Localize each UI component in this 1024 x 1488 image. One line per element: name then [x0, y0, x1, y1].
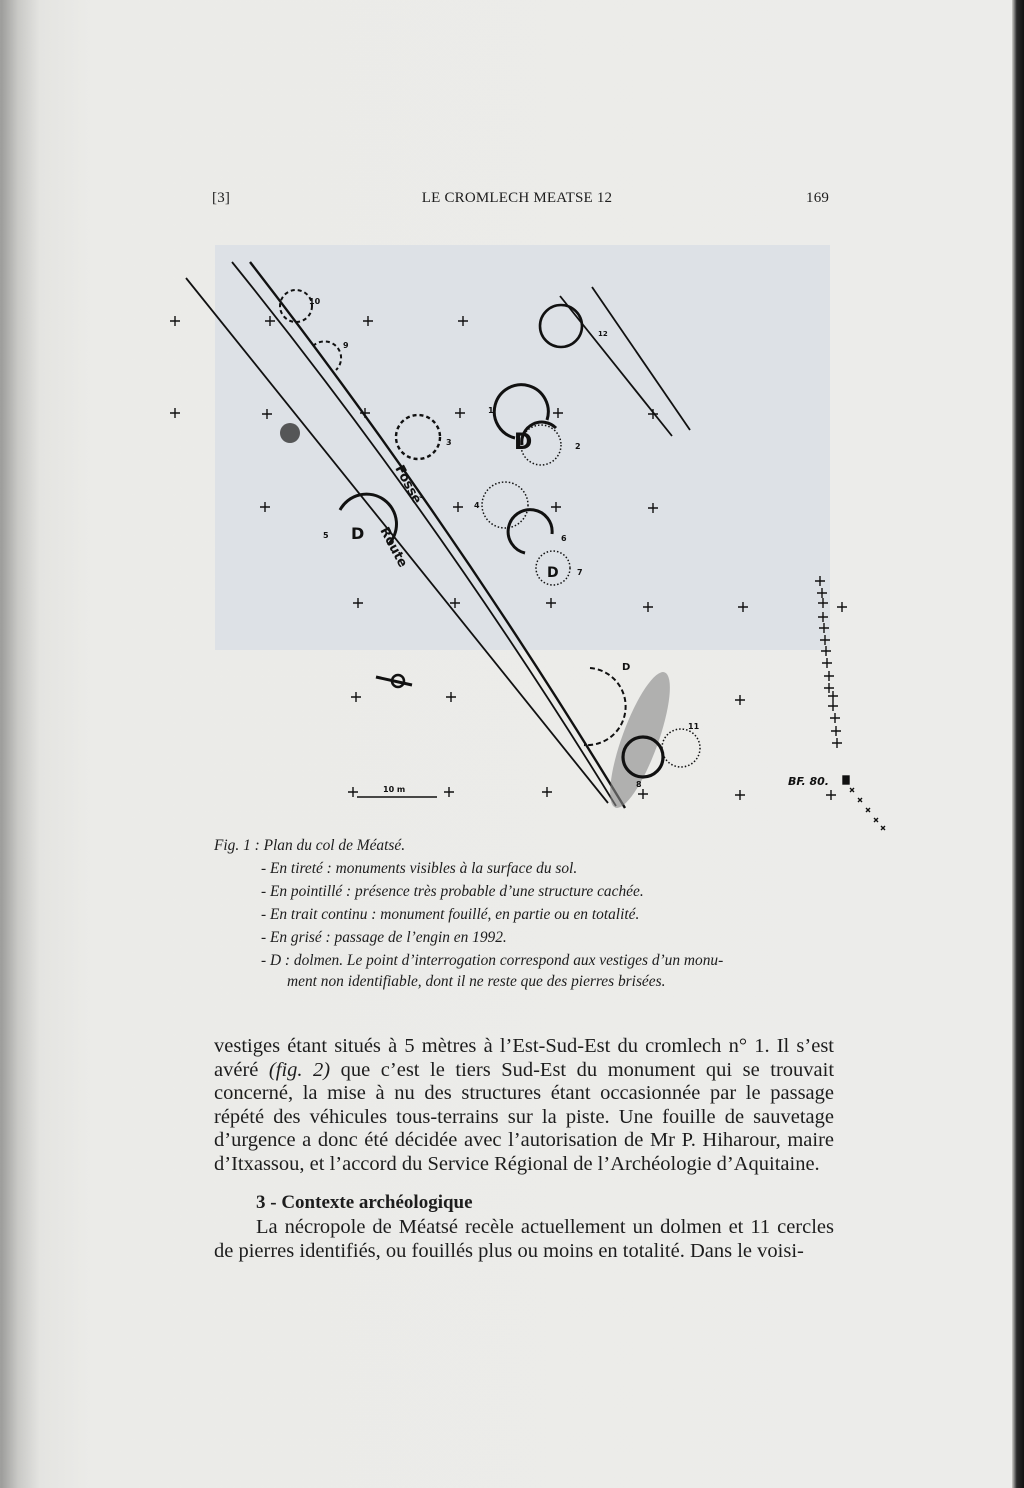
- paragraph-text: que c’est le tiers Sud-Est du monument qui se trouvait concerné, la mise à nu des structures étant occasionnée par le passage répété des véhicules tous-terrains sur la piste. Une fouille de sauvetage d’urgence a donc été décidée avec l’autorisation de Mr P. Hiharour, maire d’Itxassou, et l’accord du Service Régional de l’Archéologie d’Aquitaine.: [214, 1058, 835, 1175]
- caption-item: - En grisé : passage de l’engin en 1992.: [261, 929, 507, 946]
- section-heading: 3 - Contexte archéologique: [256, 1191, 473, 1213]
- survey-cross: [830, 713, 840, 723]
- number-label: 2: [575, 442, 581, 451]
- number-label: 9: [343, 341, 349, 350]
- dolmen-label: D: [622, 662, 631, 673]
- paragraph: La nécropole de Méatsé recèle actuellement un dolmen et 11 cercles de pierres identifiés, ou fouillés plus ou moins en totalité. Dans le voisi-: [214, 1216, 834, 1262]
- figure-caption: [214, 834, 834, 993]
- survey-cross: [348, 787, 358, 797]
- boundary-mark: [874, 818, 878, 822]
- machine-passage-shading: [598, 666, 681, 814]
- section-number: [3]: [212, 190, 231, 206]
- figure-reference: (fig. 2): [268, 1058, 331, 1081]
- benchmark-label: BF. 80.: [788, 775, 829, 788]
- survey-cross: [542, 787, 552, 797]
- boundary-mark: [866, 808, 870, 812]
- dashed-circle-d: [584, 668, 626, 745]
- number-label: 6: [561, 534, 567, 543]
- survey-cross: [638, 789, 648, 799]
- number-label: 3: [446, 438, 452, 447]
- number-label: 10: [309, 297, 321, 306]
- dolmen-label: D: [351, 524, 365, 543]
- scale-label: 10 m: [383, 785, 406, 794]
- dolmen-label: D: [547, 565, 559, 581]
- survey-cross: [831, 726, 841, 736]
- boundary-mark: [858, 798, 862, 802]
- fosse-label: Fossé: [391, 462, 425, 507]
- survey-cross: [446, 692, 456, 702]
- caption-item: - En trait continu : monument fouillé, en partie ou en totalité.: [261, 906, 640, 923]
- circle-11: [662, 729, 700, 767]
- survey-cross: [735, 790, 745, 800]
- dolmen-label: D: [514, 430, 533, 455]
- number-label: 7: [577, 568, 583, 577]
- survey-cross: [735, 695, 745, 705]
- survey-cross: [170, 408, 180, 418]
- number-label: 4: [474, 501, 480, 510]
- page-number: 169: [806, 190, 830, 206]
- caption-item: - En tireté : monuments visibles à la surface du sol.: [261, 860, 578, 877]
- caption-item-continuation: ment non identifiable, dont il ne reste que des pierres brisées.: [287, 973, 666, 990]
- number-label: 5: [323, 531, 329, 540]
- survey-cross: [837, 602, 847, 612]
- survey-cross: [828, 701, 838, 711]
- survey-cross: [351, 692, 361, 702]
- running-title: LE CROMLECH MEATSE 12: [421, 190, 613, 206]
- number-label: 8: [636, 780, 642, 789]
- survey-cross: [822, 658, 832, 668]
- number-label: 1: [488, 406, 494, 415]
- boundary-mark: [850, 788, 854, 792]
- number-label: 12: [598, 330, 608, 338]
- benchmark-marker: [843, 776, 849, 784]
- survey-cross: [444, 787, 454, 797]
- route-label: Route: [376, 524, 411, 571]
- number-label: 11: [688, 722, 700, 731]
- caption-title: Fig. 1 : Plan du col de Méatsé.: [214, 837, 406, 854]
- caption-item: - En pointillé : présence très probable d’une structure cachée.: [261, 883, 644, 900]
- body-text: [214, 1035, 834, 1263]
- survey-cross: [824, 671, 834, 681]
- survey-cross: [826, 790, 836, 800]
- boundary-mark: [881, 826, 885, 830]
- survey-cross: [170, 316, 180, 326]
- stone-cluster: [280, 423, 300, 443]
- survey-cross: [832, 738, 842, 748]
- paragraph: [214, 1035, 834, 1177]
- caption-item: - D : dolmen. Le point d’interrogation correspond aux vestiges d’un monu-: [261, 952, 724, 969]
- paragraph-text: vestiges étant situés à 5 mètres à l’Est-Sud-Est du cromlech n° 1. Il s’est avéré: [214, 1035, 834, 1081]
